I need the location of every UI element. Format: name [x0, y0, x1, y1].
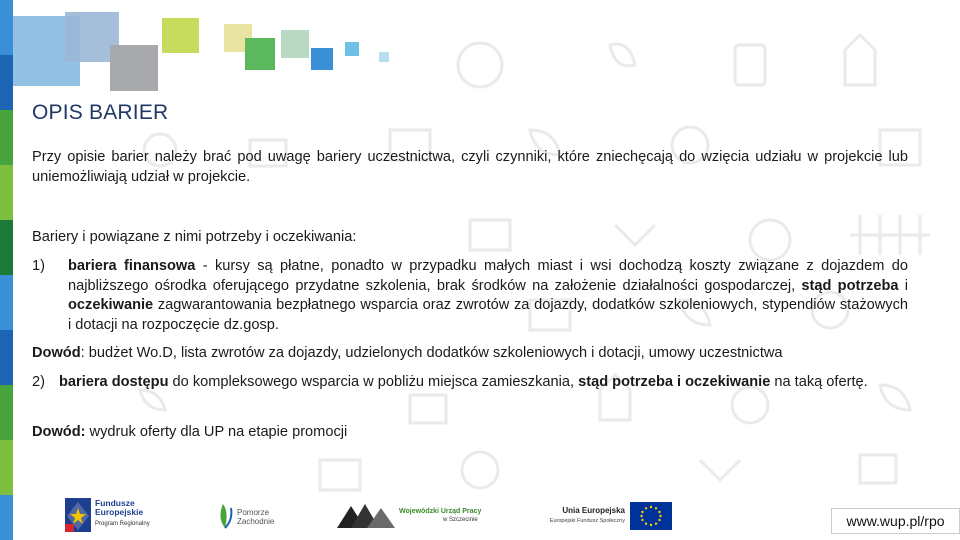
fe-line1: Fundusze	[95, 498, 135, 508]
evidence-2	[32, 423, 908, 443]
item-text: do kompleksowego wsparcia w pobliżu miejsca zamieszkania,	[168, 374, 579, 390]
list-number: 1)	[32, 258, 45, 274]
item-text: zagwarantowania bezpłatnego wsparcia oraz zwrotów za dojazdy, dodatków szkoleniowych, stypendiów stażowych i dotacji na rozpoczęcie dz.gosp.	[68, 297, 908, 333]
item-bold: oczekiwanie	[68, 297, 154, 313]
pomorze-line2: Zachodnie	[237, 517, 275, 526]
wup-line1: Wojewódzki Urząd Pracy	[399, 508, 482, 515]
item-text: i	[898, 277, 909, 294]
list-number: 2)	[32, 374, 45, 390]
fe-star-icon	[65, 498, 91, 532]
pomorze-leaf-icon	[215, 500, 235, 530]
item-bold: stąd potrzeba	[801, 277, 899, 294]
intro-paragraph: Przy opisie barier należy brać pod uwagę bariery uczestnictwa, czyli czynniki, które zniechęcają do wzięcia udziału w projekcie lub uniemożliwiają udział w projekcie.	[32, 149, 908, 185]
wup-mark-icon	[337, 500, 397, 530]
evidence-label: Dowód	[32, 345, 81, 361]
page-title: OPIS BARIER	[32, 101, 169, 124]
evidence-text: : budżet Wo.D, lista zwrotów za dojazdy, udzielonych dodatków szkoleniowych i dotacji, umowy uczestnictwa	[80, 345, 783, 361]
fe-line3: Program Regionalny	[95, 521, 150, 527]
eu-line1: Unia Europejska	[562, 506, 625, 515]
pomorze-zachodnie-logo	[215, 500, 285, 532]
item-lead: bariera dostępu	[59, 374, 169, 390]
evidence-label: Dowód:	[32, 424, 86, 440]
eu-line2: Europejski Fundusz Społeczny	[549, 518, 625, 524]
barriers-heading: Bariery i powiązane z nimi potrzeby i oczekiwania:	[32, 229, 357, 245]
item-lead: bariera finansowa	[68, 258, 196, 274]
evidence-1	[32, 344, 908, 364]
eu-flag-icon	[630, 502, 672, 530]
list-item-access-barrier	[32, 373, 908, 393]
list-item-financial-barrier	[32, 257, 908, 335]
fe-line2: Europejskie	[95, 507, 144, 517]
pomorze-line1: Pomorze	[237, 508, 270, 517]
wup-line2: w Szczecinie	[443, 517, 478, 523]
wup-logo	[337, 500, 487, 532]
left-color-stripe	[0, 0, 13, 540]
item-bold: stąd potrzeba i oczekiwanie	[578, 374, 771, 390]
fundusze-europejskie-logo	[65, 497, 160, 533]
eu-logo	[540, 502, 675, 532]
website-link[interactable]: www.wup.pl/rpo	[831, 508, 960, 534]
item-text: na taką ofertę.	[770, 374, 868, 390]
item-text: - kursy są płatne, ponadto w przypadku małych miast i wsi dochodzą koszty związane z dojazdem do najbliższego ośrodka oferującego przydatne szkolenia, brak środków na założenie działalności gospodarczej,	[68, 258, 908, 294]
evidence-text: wydruk oferty dla UP na etapie promocji	[85, 424, 348, 440]
